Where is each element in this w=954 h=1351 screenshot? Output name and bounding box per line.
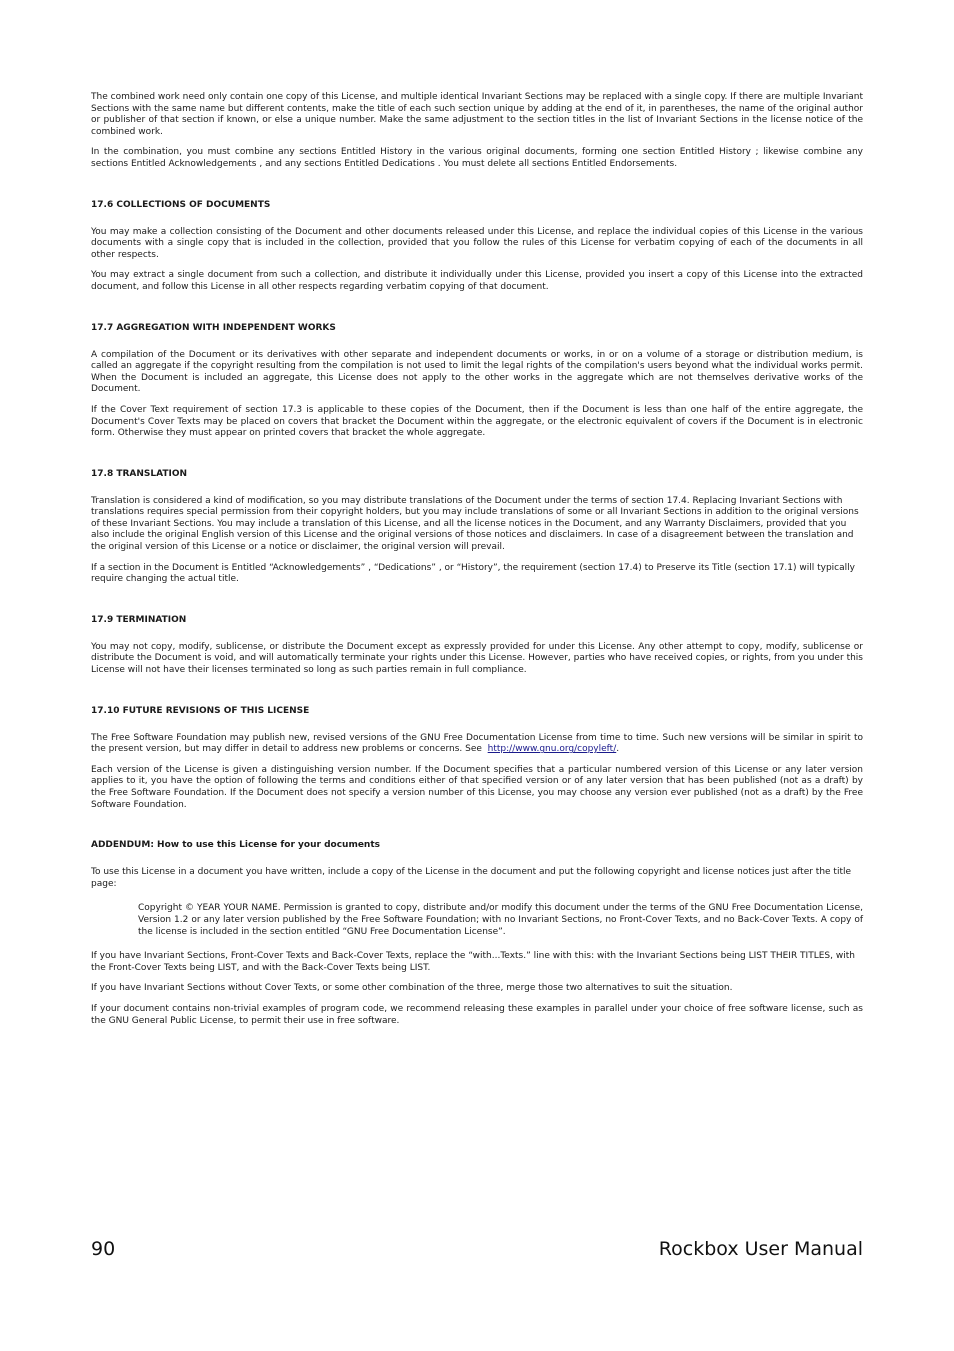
- section-17-9-paragraph-1: You may not copy, modify, sublicense, or distribute the Document except as expressly provided for under this License. Any other attempt to copy, modify, sublicense or distribute the Document is void, and will automatically terminate your rights under this License. However, parties who have received copies, or rights, from you under this License will not have their licenses terminated so long as such parties remain in full compliance.: [91, 641, 863, 676]
- addendum-paragraph-3: If you have Invariant Sections without Cover Texts, or some other combination of the three, merge those two alternatives to suit the situation.: [91, 983, 733, 994]
- section-17-8-paragraph-1: Translation is considered a kind of modification, so you may distribute translations of the Document under the terms of section 17.4. Replacing Invariant Sections with translations requires special permission from their copyright holders, but you may include translations of some or all Invariant Sections in addition to the original versions of these Invariant Sections. You may include a translation of this License, and all the license notices in the Document, and any Warranty Disclaimers, provided that you also include the original English version of this License and the original versions of those notices and disclaimers. In case of a disagreement between the translation and the original version of this License or a notice or disclaimer, the original version will prevail.: [91, 495, 859, 553]
- intro-paragraph-2: In the combination, you must combine any sections Entitled History in the various original documents, forming one section Entitled History ; likewise combine any sections Entitled Acknowledgements , and any sections Entitled Dedications . You must delete all sections Entitled Endorsements.: [91, 147, 863, 169]
- section-17-10-paragraph-1-end: .: [616, 744, 620, 755]
- section-heading-17-8: 17.8 TRANSLATION: [91, 468, 188, 479]
- section-heading-17-10: 17.10 FUTURE REVISIONS OF THIS LICENSE: [91, 705, 310, 716]
- addendum-paragraph-1: To use this License in a document you have written, include a copy of the License in the document and put the following copyright and license notices just after the title page:: [91, 867, 852, 889]
- section-17-10-paragraph-1-text: The Free Software Foundation may publish new, revised versions of the GNU Free Documentation License from time to time. Such new versions will be similar in spirit to the present version, but may differ in detail to address new problems or concerns. See: [91, 732, 863, 755]
- page-number: 90: [91, 1238, 116, 1260]
- document-body: [91, 92, 863, 1036]
- section-heading-17-7: 17.7 AGGREGATION WITH INDEPENDENT WORKS: [91, 322, 336, 333]
- copyleft-link[interactable]: http://www.gnu.org/copyleft/: [487, 744, 617, 755]
- section-17-6-paragraph-1: You may make a collection consisting of the Document and other documents released under this License, and replace the individual copies of this License in the various documents with a single copy that is included in the collection, provided that you follow the rules of this License for verbatim copying of each of the documents in all other respects.: [91, 226, 863, 260]
- section-17-8-paragraph-2: If a section in the Document is Entitled “Acknowledgements” , “Dedications” , or “History”, the requirement (section 17.4) to Preserve its Title (section 17.1) will typically require changing the actual title.: [91, 562, 855, 585]
- section-17-10-paragraph-2: Each version of the License is given a distinguishing version number. If the Document specifies that a particular numbered version of this License or any later version applies to it, you have the option of following the terms and conditions either of that specified version or of any later version that has been published (not as a draft) by the Free Software Foundation. If the Document does not specify a version number of this License, you may choose any version ever published (not as a draft) by the Free Software Foundation.: [91, 764, 863, 810]
- section-17-10-paragraph-1: [91, 733, 863, 756]
- page-footer: [91, 1236, 863, 1262]
- section-heading-17-6: 17.6 COLLECTIONS OF DOCUMENTS: [91, 199, 271, 210]
- intro-paragraph-1: The combined work need only contain one copy of this License, and multiple identical Invariant Sections may be replaced with a single copy. If there are multiple Invariant Sections with the same name but different contents, make the title of each such section unique by adding at the end of it, in parentheses, the name of the original author or publisher of that section if known, or else a unique number. Make the same adjustment to the section titles in the list of Invariant Sections in the license notice of the combined work.: [91, 92, 863, 137]
- addendum-heading: ADDENDUM: How to use this License for your documents: [91, 840, 380, 851]
- section-heading-17-9: 17.9 TERMINATION: [91, 614, 187, 625]
- section-17-7-paragraph-2: If the Cover Text requirement of section 17.3 is applicable to these copies of the Document, then if the Document is less than one half of the entire aggregate, the Document's Cover Texts may be placed on covers that bracket the Document within the aggregate, or the electronic equivalent of covers if the Document is in electronic form. Otherwise they must appear on printed covers that bracket the whole aggregate.: [91, 404, 863, 439]
- manual-title: Rockbox User Manual: [658, 1238, 863, 1260]
- addendum-paragraph-4: If your document contains non-trivial examples of program code, we recommend releasing these examples in parallel under your choice of free software license, such as the GNU General Public License, to permit their use in free software.: [91, 1003, 863, 1026]
- section-17-7-paragraph-1: A compilation of the Document or its derivatives with other separate and independent documents or works, in or on a volume of a storage or distribution medium, is called an aggregate if the copyright resulting from the compilation is not used to limit the legal rights of the compilation's users beyond what the individual works permit. When the Document is included an aggregate, this License does not apply to the other works in the aggregate which are not themselves derivative works of the Document.: [91, 349, 863, 395]
- section-17-6-paragraph-2: You may extract a single document from such a collection, and distribute it individually under this License, provided you insert a copy of this License into the extracted document, and follow this License in all other respects regarding verbatim copying of that document.: [91, 270, 863, 292]
- addendum-paragraph-2: If you have Invariant Sections, Front-Cover Texts and Back-Cover Texts, replace the “with...Texts.” line with this: with the Invariant Sections being LIST THEIR TITLES, with the Front-Cover Texts being LIST, and with the Back-Cover Texts being LIST.: [91, 951, 855, 973]
- copyright-notice-quote: Copyright © YEAR YOUR NAME. Permission is granted to copy, distribute and/or modify this document under the terms of the GNU Free Documentation License, Version 1.2 or any later version published by the Free Software Foundation; with no Invariant Sections, no Front-Cover Texts, and no Back-Cover Texts. A copy of the license is included in the section entitled “GNU Free Documentation License”.: [138, 903, 863, 937]
